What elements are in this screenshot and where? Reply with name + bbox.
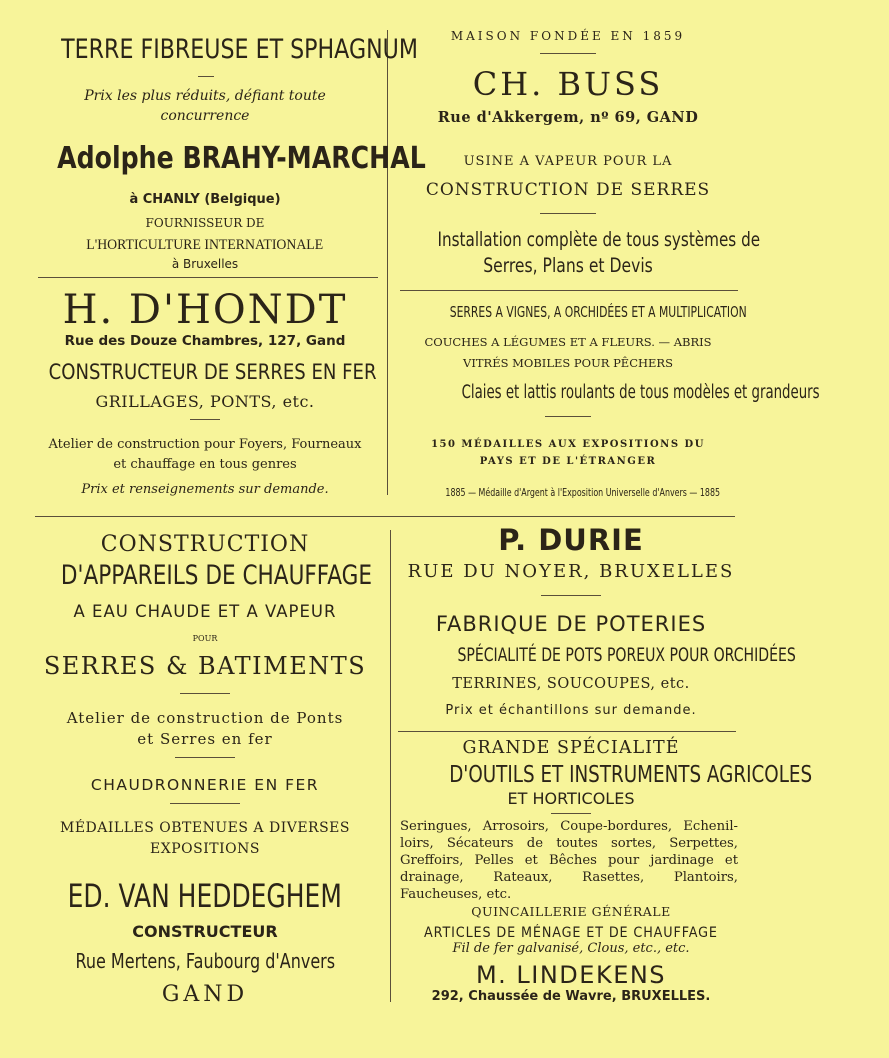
ad6-name: M. LINDEKENS	[475, 961, 667, 989]
ad4-line-5: SERRES & BATIMENTS	[43, 652, 367, 680]
ad3-line-11: 1885 — Médaille d'Argent à l'Exposition Universelle d'Anvers — 1885	[445, 486, 721, 499]
ad3-rule-1	[540, 53, 596, 54]
ad5-line-2: SPÉCIALITÉ DE POTS POREUX POUR ORCHIDÉES	[457, 644, 796, 666]
ad4-rule-2	[175, 757, 235, 758]
vertical-divider-bottom	[390, 530, 391, 1002]
ad1-role-1: FOURNISSEUR DE	[145, 216, 265, 230]
ad6-line-1: GRANDE SPÉCIALITÉ	[462, 738, 680, 758]
ad1-city: à Bruxelles	[171, 257, 239, 271]
ad6-line-3: ET HORTICOLES	[507, 789, 635, 808]
ad6-line-2: D'OUTILS ET INSTRUMENTS AGRICOLES	[449, 760, 813, 788]
ad4-line-6: Atelier de construction de Ponts	[66, 709, 344, 727]
ad2-line-3: Atelier de construction pour Foyers, Fourneaux	[48, 437, 362, 452]
ad5-line-1: FABRIQUE DE POTERIES	[435, 612, 707, 636]
ad6-body: Seringues, Arrosoirs, Coupe-bordures, Echenil-loirs, Sécateurs de toutes sortes, Serpettes, Greffoirs, Pelles et Bêches pour jardinage et drainage, Rateaux, Rasettes, Plantoirs, Faucheuses, etc.	[400, 819, 738, 902]
ad3-line-2: CONSTRUCTION DE SERRES	[425, 180, 711, 200]
ad5-line-4: Prix et échantillons sur demande.	[445, 703, 697, 718]
ad6-address: 292, Chaussée de Wavre, BRUXELLES.	[431, 989, 711, 1004]
ad4-line-2: D'APPAREILS DE CHAUFFAGE	[60, 560, 373, 591]
ad2-name: H. D'HONDT	[62, 287, 348, 333]
ad4-line-3: A EAU CHAUDE ET A VAPEUR	[73, 602, 337, 621]
ad1-subtitle-2: concurrence	[160, 108, 250, 124]
ad4-city: GAND	[161, 982, 249, 1007]
ad5-line-3: TERRINES, SOUCOUPES, etc.	[452, 676, 690, 692]
ad-m-lindekens	[398, 732, 813, 1022]
ad4-line-4: POUR	[192, 634, 218, 643]
ad-dhondt	[22, 278, 388, 503]
ad1-name: Adolphe BRAHY-MARCHAL	[57, 141, 426, 176]
ad4-line-7: et Serres en fer	[137, 730, 273, 748]
horizontal-divider-middle	[35, 516, 735, 517]
ad3-rule-3	[400, 290, 738, 291]
ad1-role-2: L'HORTICULTURE INTERNATIONALE	[86, 237, 324, 253]
ad1-place: à CHANLY (Belgique)	[129, 192, 281, 207]
ad3-line-3: Installation complète de tous systèmes de	[437, 228, 761, 251]
ad4-rule-3	[170, 803, 240, 804]
ad3-line-5: SERRES A VIGNES, A ORCHIDÉES ET A MULTIPLICATION	[449, 303, 747, 321]
ad1-title: TERRE FIBREUSE ET SPHAGNUM	[61, 34, 418, 65]
ad2-line-1: CONSTRUCTEUR DE SERRES EN FER	[48, 360, 377, 384]
ad6-line-6: Fil de fer galvanisé, Clous, etc., etc.	[452, 941, 690, 956]
ad-van-heddeghem	[22, 522, 388, 1022]
ad-ch-buss	[392, 0, 820, 505]
ad-brahy-marchal	[22, 0, 426, 278]
ad4-line-10: EXPOSITIONS	[150, 841, 260, 857]
ad4-line-9: MÉDAILLES OBTENUES A DIVERSES	[60, 820, 350, 836]
ad2-line-2: GRILLAGES, PONTS, etc.	[95, 392, 315, 411]
ad4-line-8: CHAUDRONNERIE EN FER	[90, 776, 320, 794]
ad4-name: ED. VAN HEDDEGHEM	[67, 877, 343, 915]
ad2-address: Rue des Douze Chambres, 127, Gand	[64, 333, 346, 349]
ad2-line-4: et chauffage en tous genres	[113, 457, 297, 472]
ad3-line-8: Claies et lattis roulants de tous modèles et grandeurs	[461, 382, 820, 403]
ad3-rule-2	[540, 213, 596, 214]
ad4-line-1: CONSTRUCTION	[100, 532, 310, 557]
ad5-name: P. DURIE	[498, 523, 644, 557]
ad6-line-4: QUINCAILLERIE GÉNÉRALE	[471, 904, 671, 919]
ad3-founded: MAISON FONDÉE EN 1859	[450, 29, 686, 43]
ad3-line-7: VITRÉS MOBILES POUR PÊCHERS	[463, 356, 673, 370]
ad3-line-10: PAYS ET DE L'ÉTRANGER	[479, 456, 657, 467]
ad6-line-5: ARTICLES DE MÉNAGE ET DE CHAUFFAGE	[424, 925, 718, 941]
ad3-line-9: 150 MÉDAILLES AUX EXPOSITIONS DU	[431, 439, 705, 450]
ad5-address: RUE DU NOYER, BRUXELLES	[407, 561, 735, 582]
ad3-rule-4	[545, 416, 591, 417]
ad3-line-6: COUCHES A LÉGUMES ET A FLEURS. — ABRIS	[424, 335, 712, 349]
ad2-line-5: Prix et renseignements sur demande.	[81, 482, 329, 497]
ad4-rule-1	[180, 693, 230, 694]
ad4-role: CONSTRUCTEUR	[132, 922, 278, 941]
ad3-name: CH. BUSS	[472, 65, 664, 103]
ad1-subtitle-1: Prix les plus réduits, défiant toute	[84, 88, 326, 104]
ad1-rule	[198, 76, 214, 77]
ad3-address: Rue d'Akkergem, nº 69, GAND	[437, 109, 699, 126]
ad4-address: Rue Mertens, Faubourg d'Anvers	[75, 949, 335, 973]
ad3-line-4: Serres, Plans et Devis	[483, 254, 653, 277]
ad5-rule	[541, 595, 601, 596]
ad2-rule	[190, 419, 220, 420]
ad6-rule	[551, 813, 591, 814]
ad3-line-1: USINE A VAPEUR POUR LA	[463, 154, 673, 169]
ad-p-durie	[398, 522, 796, 732]
